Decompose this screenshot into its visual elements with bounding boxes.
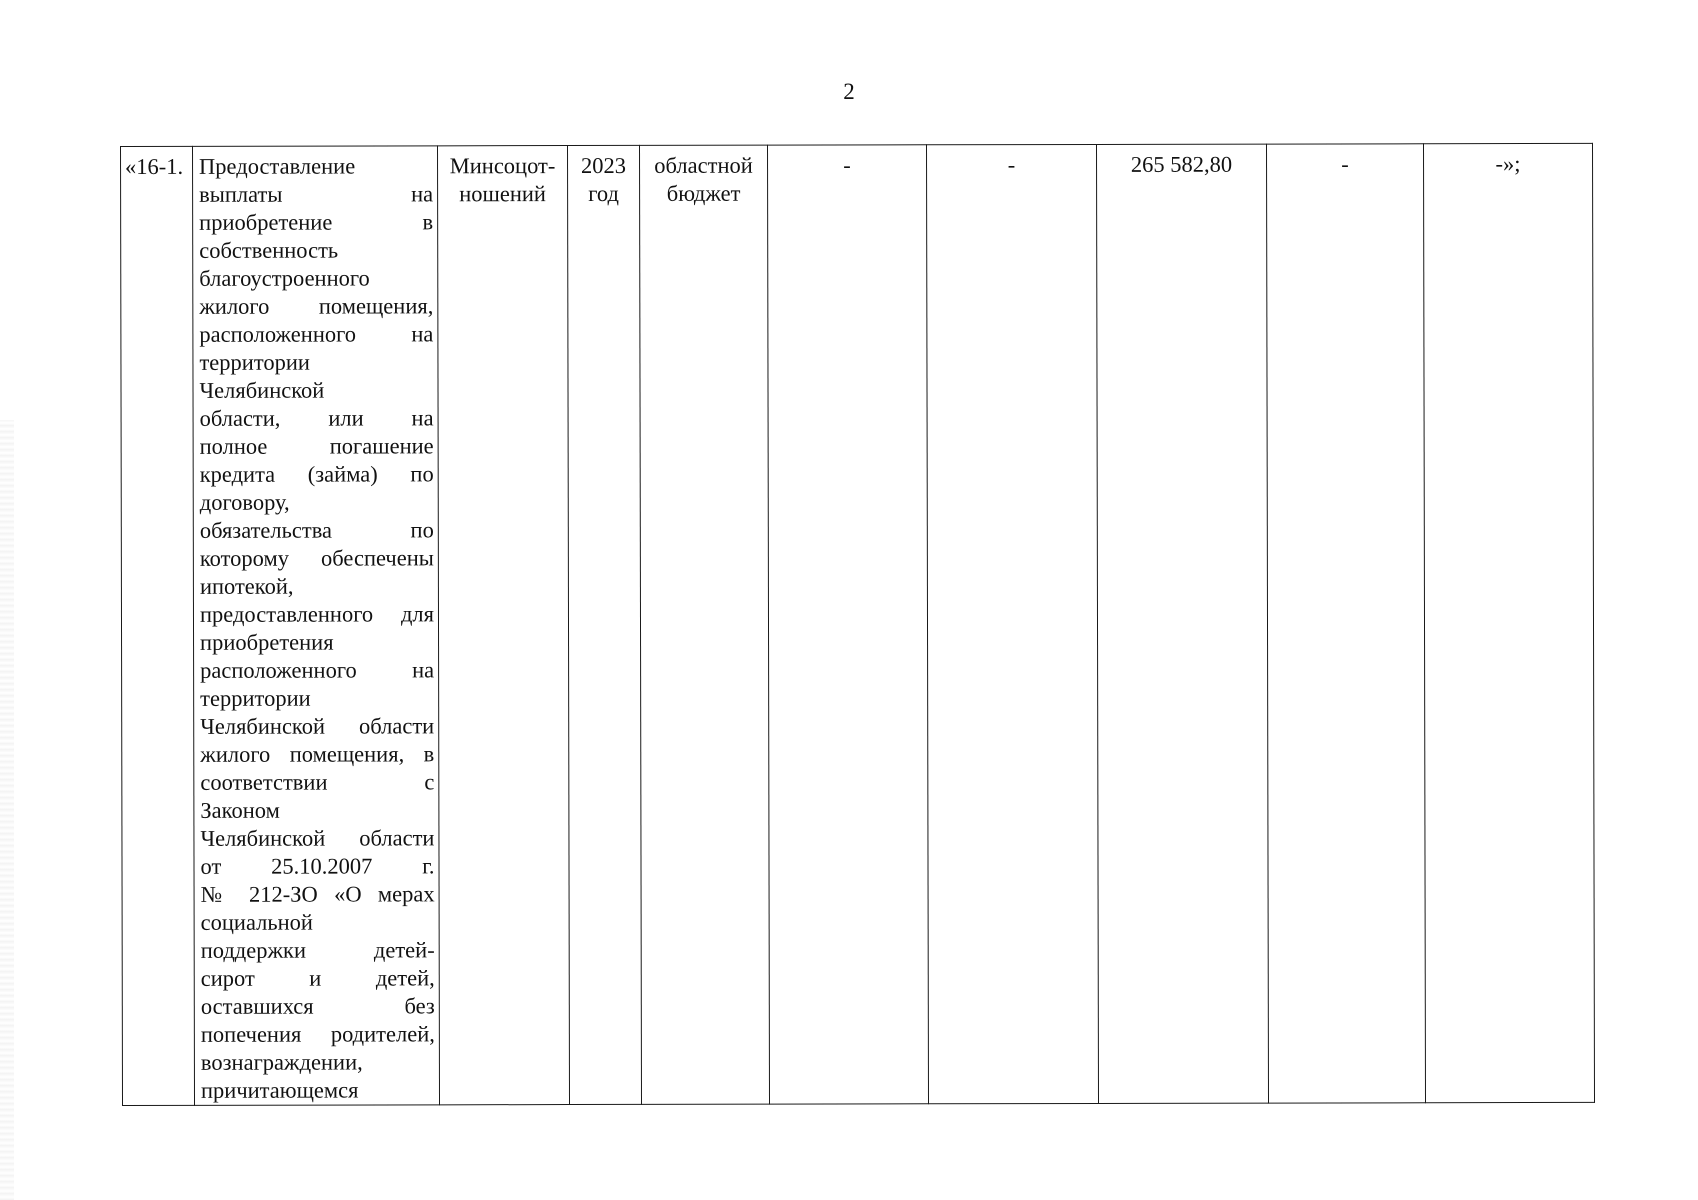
description-line: ипотекой, — [199, 573, 294, 599]
description-line: вознаграждении, — [200, 1049, 363, 1075]
row-number-cell — [121, 146, 195, 1105]
description-line: социальной — [200, 909, 313, 935]
amount-cell-1: - — [767, 145, 928, 1104]
amount-cell-4: - — [1266, 144, 1425, 1103]
funding-source-line: бюджет — [666, 180, 741, 206]
amount-cell-5: -»; — [1423, 143, 1594, 1102]
description-line: Челябинской — [199, 377, 325, 403]
description-line: собственность — [199, 237, 339, 263]
description-line: оставшихся без — [200, 993, 435, 1019]
funding-source-line: областной — [654, 152, 753, 178]
description-line: договору, — [199, 489, 290, 515]
scan-edge-artifact — [0, 420, 14, 1200]
activity-description-cell — [193, 146, 440, 1106]
description-line: жилого помещения, в — [200, 741, 435, 767]
description-line: которому обеспечены — [199, 545, 434, 571]
description-line: территории — [199, 349, 310, 375]
year-cell — [568, 145, 642, 1104]
description-line: жилого помещения, — [199, 293, 434, 319]
activity-description — [199, 152, 435, 1104]
description-line: расположенного на — [200, 657, 435, 683]
description-line: соответствии с — [200, 769, 435, 795]
description-line: причитающемся — [200, 1077, 359, 1103]
year-line: 2023 — [581, 152, 627, 179]
description-line: расположенного на — [199, 321, 434, 347]
description-line: от 25.10.2007 г. — [200, 853, 435, 879]
executor-line: Минсоцот- — [449, 153, 556, 179]
description-line: попечения родителей, — [200, 1021, 435, 1047]
description-line: поддержки детей- — [200, 937, 435, 963]
table-row — [121, 143, 1595, 1105]
description-line: территории — [200, 685, 311, 711]
description-line: обязательства по — [199, 517, 434, 543]
description-line: Предоставление — [199, 153, 356, 179]
description-line: приобретение в — [199, 209, 434, 235]
funding-source-cell — [639, 145, 769, 1104]
executor-line: ношений — [459, 181, 546, 207]
row-number: «16-1. — [125, 153, 184, 179]
program-activities-table — [120, 143, 1595, 1106]
executor-cell — [438, 146, 570, 1105]
description-line: благоустроенного — [199, 265, 370, 291]
description-line: Челябинской области — [200, 825, 435, 851]
description-line: Законом — [200, 797, 280, 823]
description-line: кредита (займа) по — [199, 461, 434, 487]
description-line: приобретения — [200, 629, 334, 655]
year-line: год — [588, 180, 619, 207]
description-line: сирот и детей, — [200, 965, 435, 991]
description-line: выплаты на — [199, 181, 434, 207]
amount-cell-2: - — [926, 144, 1098, 1103]
description-line: № 212-ЗО «О мерах — [200, 881, 435, 907]
description-line: предоставленного для — [199, 601, 435, 627]
description-line: области, или на — [199, 405, 434, 431]
page-number: 2 — [843, 79, 855, 104]
description-line: полное погашение — [199, 433, 434, 459]
description-line: Челябинской области — [200, 713, 435, 739]
amount-cell-3: 265 582,80 — [1096, 144, 1268, 1103]
